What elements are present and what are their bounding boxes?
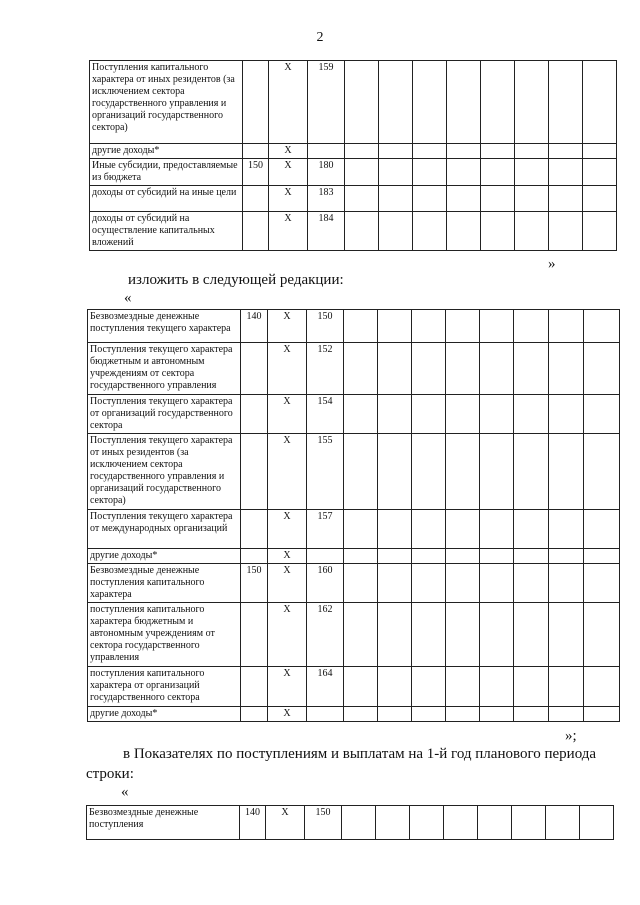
table-row bbox=[90, 186, 617, 212]
row-name: Безвозмездные денежные поступления капитального характера bbox=[88, 564, 241, 603]
row-number: 184 bbox=[308, 212, 345, 251]
row-code bbox=[241, 603, 268, 667]
row-name: Безвозмездные денежные поступления bbox=[87, 806, 240, 840]
row-code bbox=[241, 549, 268, 564]
row-code: 140 bbox=[241, 310, 268, 343]
table-row bbox=[90, 61, 617, 144]
row-number: 155 bbox=[307, 434, 344, 510]
row-code bbox=[241, 510, 268, 549]
table-row bbox=[88, 707, 620, 722]
row-number: 160 bbox=[307, 564, 344, 603]
table-row bbox=[88, 343, 620, 395]
row-x: X bbox=[268, 395, 307, 434]
row-code bbox=[243, 61, 269, 144]
row-x: X bbox=[268, 564, 307, 603]
row-name: Иные субсидии, предоставляемые из бюджета bbox=[90, 159, 243, 186]
row-number bbox=[307, 549, 344, 564]
row-x: X bbox=[269, 61, 308, 144]
row-code bbox=[241, 707, 268, 722]
row-number: 150 bbox=[305, 806, 342, 840]
row-code bbox=[243, 144, 269, 159]
row-x: X bbox=[268, 343, 307, 395]
row-x: X bbox=[266, 806, 305, 840]
row-number: 152 bbox=[307, 343, 344, 395]
table-1 bbox=[89, 60, 617, 251]
closing-quote: » bbox=[548, 256, 556, 272]
row-code bbox=[241, 667, 268, 707]
row-x: X bbox=[268, 434, 307, 510]
row-name: поступления капитального характера от организаций государственного сектора bbox=[88, 667, 241, 707]
table-row bbox=[90, 212, 617, 251]
row-x: X bbox=[268, 549, 307, 564]
table-row bbox=[88, 667, 620, 707]
table-row bbox=[87, 806, 614, 840]
row-x: X bbox=[268, 310, 307, 343]
table-row bbox=[88, 395, 620, 434]
row-x: X bbox=[269, 144, 308, 159]
row-name: другие доходы* bbox=[90, 144, 243, 159]
row-number: 159 bbox=[308, 61, 345, 144]
paragraph-text: в Показателях по поступлениям и выплатам на 1-й год планового периода строки: bbox=[86, 746, 597, 782]
row-x: X bbox=[268, 667, 307, 707]
page-number: 2 bbox=[316, 30, 324, 45]
row-number: 164 bbox=[307, 667, 344, 707]
table-row bbox=[88, 434, 620, 510]
opening-quote: « bbox=[124, 290, 132, 306]
row-name: другие доходы* bbox=[88, 707, 241, 722]
table-3 bbox=[86, 805, 614, 840]
table-row bbox=[88, 310, 620, 343]
row-name: другие доходы* bbox=[88, 549, 241, 564]
table-row bbox=[88, 510, 620, 549]
table-row bbox=[90, 159, 617, 186]
row-x: X bbox=[268, 510, 307, 549]
row-code bbox=[241, 395, 268, 434]
table-row bbox=[88, 549, 620, 564]
table-row bbox=[90, 144, 617, 159]
row-x: X bbox=[268, 603, 307, 667]
row-number: 183 bbox=[308, 186, 345, 212]
row-number: 154 bbox=[307, 395, 344, 434]
row-number: 157 bbox=[307, 510, 344, 549]
row-name: Поступления текущего характера от организаций государственного сектора bbox=[88, 395, 241, 434]
row-code: 150 bbox=[241, 564, 268, 603]
row-code bbox=[243, 212, 269, 251]
row-number: 162 bbox=[307, 603, 344, 667]
row-code: 150 bbox=[243, 159, 269, 186]
row-name: доходы от субсидий на иные цели bbox=[90, 186, 243, 212]
table-2 bbox=[87, 309, 620, 722]
row-x: X bbox=[269, 212, 308, 251]
closing-quote: »; bbox=[565, 728, 577, 744]
row-x: X bbox=[269, 159, 308, 186]
row-name: Поступления текущего характера от международных организаций bbox=[88, 510, 241, 549]
opening-quote: « bbox=[121, 784, 129, 800]
row-name: Поступления капитального характера от иных резидентов (за исключением сектора государственного управления и организаций государственного сектора) bbox=[90, 61, 243, 144]
row-name: Безвозмездные денежные поступления текущего характера bbox=[88, 310, 241, 343]
row-code bbox=[243, 186, 269, 212]
row-code: 140 bbox=[240, 806, 266, 840]
row-number bbox=[307, 707, 344, 722]
row-name: доходы от субсидий на осуществление капитальных вложений bbox=[90, 212, 243, 251]
table-row bbox=[88, 564, 620, 603]
row-x: X bbox=[269, 186, 308, 212]
row-name: Поступления текущего характера от иных резидентов (за исключением сектора государственного управления и организаций государственного сектора) bbox=[88, 434, 241, 510]
row-number: 180 bbox=[308, 159, 345, 186]
row-name: Поступления текущего характера бюджетным и автономным учреждениям от сектора государственного управления bbox=[88, 343, 241, 395]
amend-text: изложить в следующей редакции: bbox=[128, 272, 344, 288]
row-code bbox=[241, 343, 268, 395]
row-code bbox=[241, 434, 268, 510]
row-number: 150 bbox=[307, 310, 344, 343]
row-x: X bbox=[268, 707, 307, 722]
row-number bbox=[308, 144, 345, 159]
row-name: поступления капитального характера бюджетным и автономным учреждениям от сектора государственного управления bbox=[88, 603, 241, 667]
table-row bbox=[88, 603, 620, 667]
